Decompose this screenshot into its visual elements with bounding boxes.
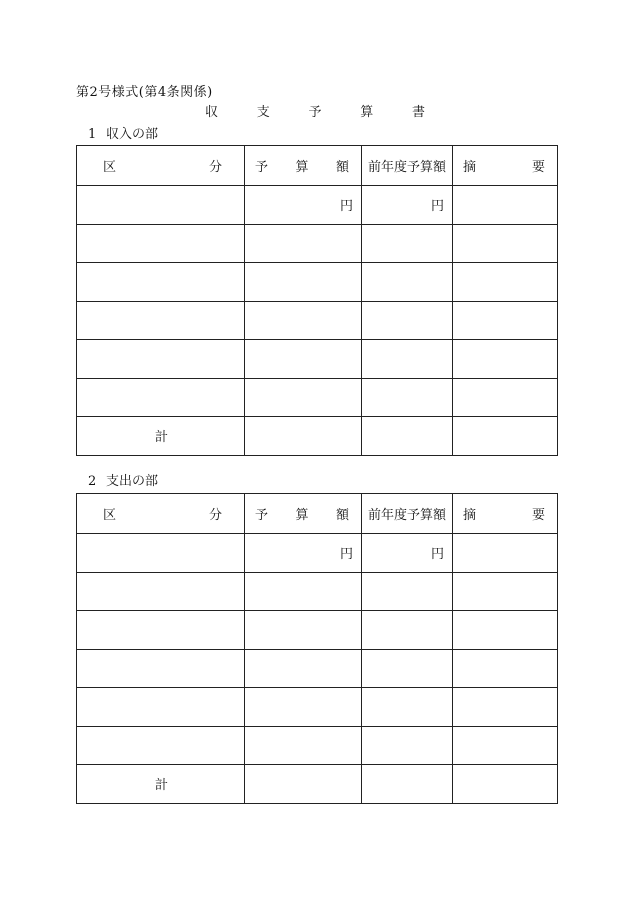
budget-cell[interactable] — [245, 301, 362, 340]
table-header-row — [77, 494, 558, 534]
form-number: 第2号様式(第4条関係) — [76, 85, 213, 100]
budget-cell[interactable]: 円 — [245, 186, 362, 225]
table-row — [77, 340, 558, 379]
expense-table — [76, 493, 558, 804]
table-row — [77, 378, 558, 417]
remarks-cell[interactable] — [453, 186, 558, 225]
prev-budget-cell[interactable] — [362, 301, 453, 340]
kubun-cell[interactable] — [77, 378, 245, 417]
section-name: 収入の部 — [106, 127, 159, 142]
budget-cell[interactable] — [245, 224, 362, 263]
budget-cell[interactable] — [245, 378, 362, 417]
title-char: 算 — [360, 105, 374, 120]
prev-budget-cell[interactable] — [362, 649, 453, 688]
header-prev-budget: 前年度予算額 — [362, 146, 453, 186]
table-row — [77, 649, 558, 688]
remarks-cell[interactable] — [453, 726, 558, 765]
budget-cell[interactable] — [245, 649, 362, 688]
remarks-total-cell[interactable] — [453, 765, 558, 804]
section-number: 1 — [88, 127, 97, 142]
budget-total-cell[interactable] — [245, 765, 362, 804]
header-remarks: 摘 要 — [453, 146, 558, 186]
remarks-cell[interactable] — [453, 263, 558, 302]
remarks-cell[interactable] — [453, 340, 558, 379]
kubun-cell[interactable] — [77, 572, 245, 611]
prev-budget-total-cell[interactable] — [362, 765, 453, 804]
section-name: 支出の部 — [106, 474, 159, 489]
table-header-row — [77, 146, 558, 186]
budget-total-cell[interactable] — [245, 417, 362, 456]
remarks-cell[interactable] — [453, 534, 558, 573]
header-budget: 予 算 額 — [245, 494, 362, 534]
prev-budget-total-cell[interactable] — [362, 417, 453, 456]
kubun-cell[interactable] — [77, 263, 245, 302]
table-row — [77, 186, 558, 225]
header-remarks: 摘 要 — [453, 494, 558, 534]
table-row — [77, 263, 558, 302]
table-row — [77, 572, 558, 611]
prev-budget-cell[interactable] — [362, 263, 453, 302]
budget-cell[interactable] — [245, 688, 362, 727]
kubun-cell[interactable] — [77, 688, 245, 727]
prev-budget-cell[interactable] — [362, 378, 453, 417]
kubun-cell[interactable] — [77, 611, 245, 650]
title-char: 予 — [308, 105, 322, 120]
header-budget: 予 算 額 — [245, 146, 362, 186]
table-row — [77, 611, 558, 650]
header-prev-budget: 前年度予算額 — [362, 494, 453, 534]
remarks-total-cell[interactable] — [453, 417, 558, 456]
document-title — [205, 101, 425, 120]
kubun-cell[interactable] — [77, 649, 245, 688]
table-row — [77, 534, 558, 573]
prev-budget-cell[interactable] — [362, 611, 453, 650]
kubun-cell[interactable] — [77, 726, 245, 765]
prev-budget-cell[interactable] — [362, 726, 453, 765]
kubun-cell[interactable] — [77, 301, 245, 340]
header-kubun: 区 分 — [77, 494, 245, 534]
title-char: 支 — [256, 105, 270, 120]
prev-budget-cell[interactable]: 円 — [362, 534, 453, 573]
prev-budget-cell[interactable] — [362, 688, 453, 727]
total-row — [77, 417, 558, 456]
table-row — [77, 224, 558, 263]
total-label: 計 — [77, 765, 245, 804]
title-char: 収 — [205, 105, 219, 120]
income-section-heading — [88, 123, 158, 142]
table-row — [77, 301, 558, 340]
remarks-cell[interactable] — [453, 611, 558, 650]
prev-budget-cell[interactable] — [362, 224, 453, 263]
remarks-cell[interactable] — [453, 572, 558, 611]
table-row — [77, 688, 558, 727]
remarks-cell[interactable] — [453, 301, 558, 340]
kubun-cell[interactable] — [77, 534, 245, 573]
budget-cell[interactable] — [245, 263, 362, 302]
budget-cell[interactable] — [245, 572, 362, 611]
kubun-cell[interactable] — [77, 340, 245, 379]
remarks-cell[interactable] — [453, 224, 558, 263]
title-char: 書 — [411, 105, 425, 120]
kubun-cell[interactable] — [77, 186, 245, 225]
table-row — [77, 726, 558, 765]
budget-cell[interactable] — [245, 726, 362, 765]
budget-cell[interactable] — [245, 611, 362, 650]
prev-budget-cell[interactable] — [362, 340, 453, 379]
budget-cell[interactable]: 円 — [245, 534, 362, 573]
remarks-cell[interactable] — [453, 378, 558, 417]
expense-section-heading — [88, 470, 158, 489]
kubun-cell[interactable] — [77, 224, 245, 263]
budget-cell[interactable] — [245, 340, 362, 379]
remarks-cell[interactable] — [453, 688, 558, 727]
section-number: 2 — [88, 474, 97, 489]
prev-budget-cell[interactable] — [362, 572, 453, 611]
header-kubun: 区 分 — [77, 146, 245, 186]
income-table — [76, 145, 558, 456]
total-row — [77, 765, 558, 804]
prev-budget-cell[interactable]: 円 — [362, 186, 453, 225]
remarks-cell[interactable] — [453, 649, 558, 688]
total-label: 計 — [77, 417, 245, 456]
